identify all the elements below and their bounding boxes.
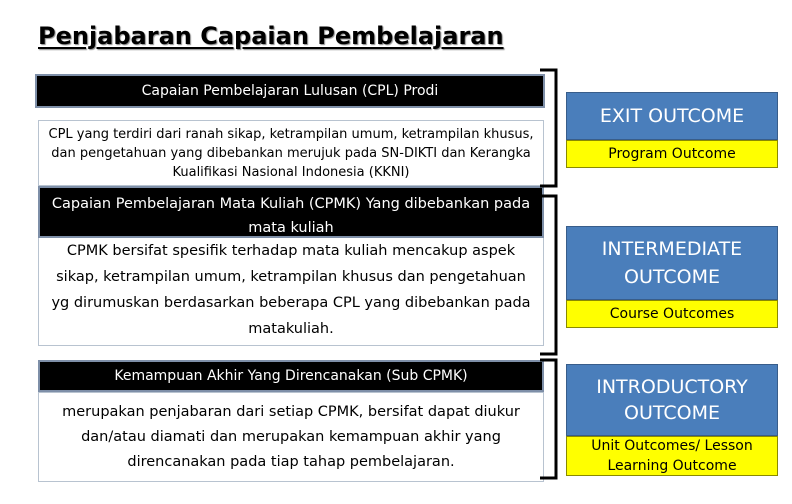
introductory-outcome-label: INTRODUCTORY OUTCOME	[596, 376, 748, 424]
unit-outcomes-label: Unit Outcomes/ Lesson Learning Outcome	[591, 438, 753, 474]
cpmk-description	[38, 234, 544, 346]
cpl-header-text: Capaian Pembelajaran Lulusan (CPL) Prodi	[141, 83, 439, 99]
intermediate-outcome-box	[566, 226, 778, 300]
cpmk-description-text: CPMK bersifat spesifik terhadap mata kuliah mencakup aspek sikap, ketrampilan umum, ketrampilan khusus dan pengetahuan yg dirumuskan berdasarkan beberapa CPL yang dibebankan pada matakuliah.	[51, 243, 531, 337]
sub-cpmk-header	[38, 360, 544, 392]
intermediate-outcome-label: INTERMEDIATE OUTCOME	[601, 238, 743, 288]
page-title: Penjabaran Capaian Pembelajaran	[38, 22, 504, 50]
course-outcomes-box	[566, 300, 778, 328]
program-outcome-box	[566, 140, 778, 168]
program-outcome-label: Program Outcome	[608, 146, 736, 162]
cpl-header	[35, 74, 545, 108]
cpmk-header-text: Capaian Pembelajaran Mata Kuliah (CPMK) Yang dibebankan pada mata kuliah	[51, 196, 531, 236]
cpl-description	[38, 120, 544, 186]
sub-cpmk-description-text: merupakan penjabaran dari setiap CPMK, bersifat dapat diukur dan/atau diamati dan merupakan kemampuan akhir yang direncanakan pada tiap tahap pembelajaran.	[62, 403, 520, 470]
cpmk-header	[38, 186, 544, 238]
sub-cpmk-header-text: Kemampuan Akhir Yang Direncanakan (Sub CPMK)	[114, 368, 468, 384]
sub-cpmk-description	[38, 392, 544, 482]
course-outcomes-label: Course Outcomes	[609, 306, 735, 322]
exit-outcome-box	[566, 92, 778, 140]
exit-outcome-label: EXIT OUTCOME	[599, 105, 745, 127]
cpl-description-text: CPL yang terdiri dari ranah sikap, ketrampilan umum, ketrampilan khusus, dan pengetahuan yang dibebankan merujuk pada SN-DIKTI dan Kerangka Kualifikasi Nasional Indonesia (KKNI)	[48, 127, 534, 180]
introductory-outcome-box	[566, 364, 778, 436]
unit-outcomes-box	[566, 436, 778, 476]
